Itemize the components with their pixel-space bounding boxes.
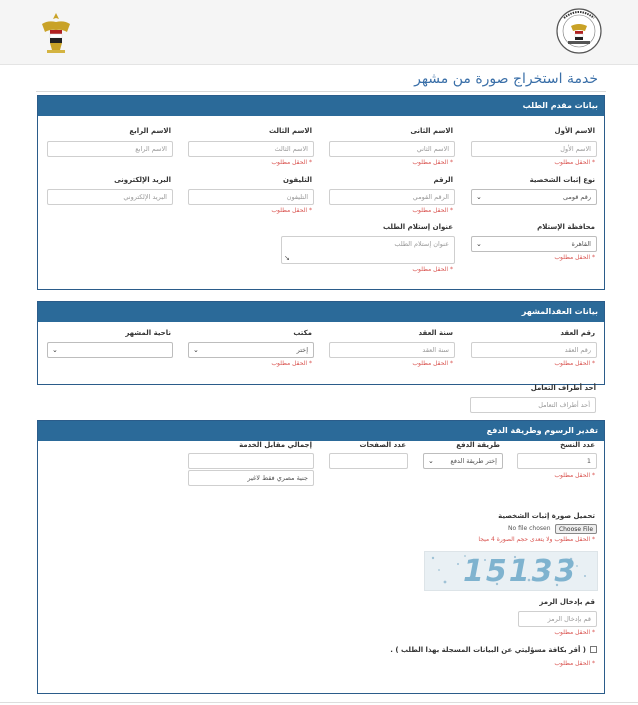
number-label: الرقم	[433, 176, 453, 184]
chevron-down-icon: ⌄	[476, 193, 482, 201]
district-select[interactable]	[47, 342, 173, 358]
upload-label: تحميل صورة إثبات الشخصية	[498, 512, 595, 520]
divider	[36, 91, 606, 92]
upload-hint: * الحقل مطلوب ولا يتعدى حجم الصورة 4 ميجا	[478, 536, 595, 543]
chevron-down-icon: ⌄	[428, 457, 434, 465]
third-name-input[interactable]: الاسم الثالث	[188, 141, 314, 157]
id-type-value: رقم قومى	[562, 193, 591, 201]
copies-input[interactable]: 1	[517, 453, 597, 469]
captcha-label: قم بإدخال الرمز	[539, 598, 595, 606]
contract-year-required: * الحقل مطلوب	[412, 360, 453, 367]
contract-year-input[interactable]: سنة العقد	[329, 342, 455, 358]
pages-label: عدد الصفحات	[359, 441, 406, 449]
governorate-label: محافظة الإستلام	[537, 223, 595, 231]
fees-panel-header: تقدير الرسوم وطريقة الدفع	[38, 421, 604, 441]
party-input[interactable]: أحد أطراف التعامل	[470, 397, 596, 413]
copies-label: عدد النسخ	[560, 441, 595, 449]
declaration-text: ( أقر بكافة مسؤليتي عن البيانات المسجلة بهذا الطلب ) .	[390, 646, 586, 654]
email-input[interactable]: البريد الإلكتروني	[47, 189, 173, 205]
payment-label: طريقة الدفع	[456, 441, 500, 449]
number-required: * الحقل مطلوب	[412, 207, 453, 214]
chevron-down-icon: ⌄	[193, 346, 199, 354]
declaration-required: * الحقل مطلوب	[554, 660, 595, 667]
first-name-input[interactable]: الاسم الأول	[471, 141, 597, 157]
phone-required: * الحقل مطلوب	[271, 207, 312, 214]
contract-no-input[interactable]: رقم العقد	[471, 342, 597, 358]
currency-note: جنية مصري فقط لاغير	[188, 470, 314, 486]
office-select[interactable]	[188, 342, 314, 358]
applicant-panel-header: بيانات مقدم الطلب	[38, 96, 604, 116]
copies-required: * الحقل مطلوب	[554, 472, 595, 479]
registry-seal-icon	[554, 4, 604, 56]
address-label: عنوان إستلام الطلب	[383, 223, 453, 231]
contract-no-required: * الحقل مطلوب	[554, 360, 595, 367]
fourth-name-input[interactable]: الاسم الرابع	[47, 141, 173, 157]
first-name-required: * الحقل مطلوب	[554, 159, 595, 166]
applicant-panel	[37, 95, 605, 290]
top-header	[0, 0, 638, 65]
phone-input[interactable]: التليفون	[188, 189, 314, 205]
captcha-code: 15133	[463, 554, 578, 589]
third-name-label: الاسم الثالث	[269, 127, 312, 135]
number-input[interactable]: الرقم القومي	[329, 189, 455, 205]
contract-panel	[37, 301, 605, 385]
total-label: إجمالي مقابل الخدمة	[239, 441, 312, 449]
page-title: خدمة استخراج صورة من مشهر	[414, 71, 598, 87]
resize-grip-icon[interactable]: ↘	[284, 254, 290, 262]
total-input[interactable]	[188, 453, 314, 469]
address-placeholder: عنوان إستلام الطلب	[394, 240, 449, 248]
eagle-logo-icon	[38, 10, 74, 56]
choose-file-button[interactable]: Choose File	[555, 524, 597, 534]
no-file-text: No file chosen	[508, 525, 551, 532]
pages-input[interactable]	[329, 453, 408, 469]
chevron-down-icon: ⌄	[52, 346, 58, 354]
fourth-name-label: الاسم الرابع	[129, 127, 171, 135]
phone-label: التليفون	[282, 176, 312, 184]
chevron-down-icon: ⌄	[476, 240, 482, 248]
email-label: البريد الإلكترونى	[114, 176, 171, 184]
footer-divider	[0, 702, 638, 703]
second-name-input[interactable]: الاسم الثاني	[329, 141, 455, 157]
declaration-checkbox[interactable]	[590, 646, 597, 653]
second-name-required: * الحقل مطلوب	[412, 159, 453, 166]
id-type-label: نوع إثبات الشخصية	[529, 176, 595, 184]
party-label: أحد أطراف التعامل	[530, 384, 596, 392]
address-required: * الحقل مطلوب	[412, 266, 453, 273]
contract-no-label: رقم العقد	[560, 329, 595, 337]
office-label: مكتب	[293, 329, 312, 337]
governorate-value: القاهرة	[571, 240, 591, 248]
address-textarea[interactable]	[281, 236, 455, 264]
district-label: ناحية المشهر	[125, 329, 171, 337]
second-name-label: الاسم الثانى	[410, 127, 453, 135]
payment-select[interactable]	[423, 453, 503, 469]
third-name-required: * الحقل مطلوب	[271, 159, 312, 166]
governorate-required: * الحقل مطلوب	[554, 254, 595, 261]
contract-panel-header: بيانات العقدالمشهر	[38, 302, 604, 322]
office-value: إختر	[296, 346, 308, 354]
captcha-required: * الحقل مطلوب	[554, 629, 595, 636]
captcha-input[interactable]: قم بإدخال الرمز	[518, 611, 597, 627]
contract-year-label: سنة العقد	[418, 329, 453, 337]
id-type-select[interactable]	[471, 189, 597, 205]
governorate-select[interactable]	[471, 236, 597, 252]
fees-panel	[37, 420, 605, 495]
payment-value: إختر طريقة الدفع	[450, 457, 497, 465]
upload-section	[37, 494, 605, 694]
captcha-image	[424, 551, 598, 591]
first-name-label: الاسم الأول	[554, 127, 595, 135]
office-required: * الحقل مطلوب	[271, 360, 312, 367]
